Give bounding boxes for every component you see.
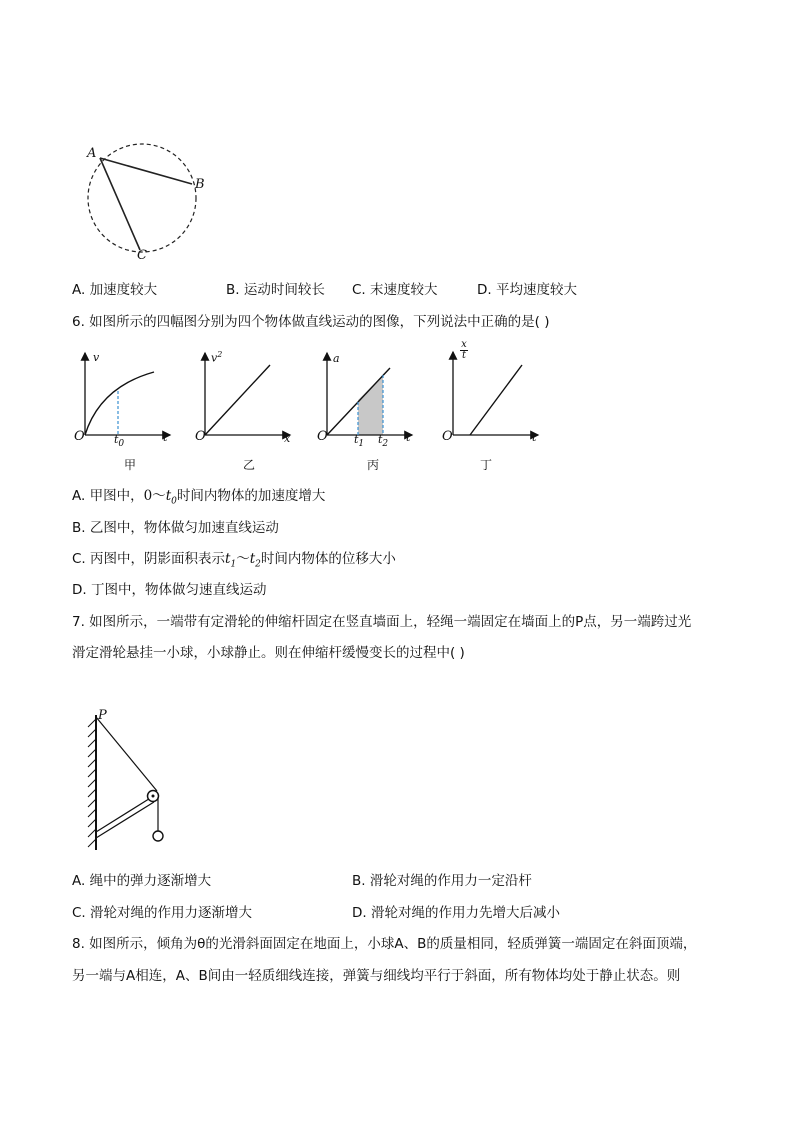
rope: [96, 717, 157, 791]
line: [205, 365, 270, 435]
jia-x-label: t: [163, 431, 168, 444]
bing-tick-t2: $t_2$: [378, 433, 389, 450]
q5-option-d[interactable]: D. 平均速度较大: [477, 282, 577, 298]
bing-caption: 丙: [367, 458, 380, 472]
curve: [85, 372, 154, 435]
rod-upper: [96, 797, 152, 832]
q6-option-d[interactable]: D. 丁图中，物体做匀速直线运动: [72, 582, 267, 598]
q5-circle-figure: [80, 140, 220, 270]
q7-option-a[interactable]: A. 绳中的弹力逐渐增大: [72, 873, 212, 889]
q5-label-a: A: [87, 146, 97, 161]
shaded-area: [358, 375, 383, 435]
yi-y-label: $v^2$: [211, 350, 223, 365]
q5-label-b: B: [195, 177, 205, 192]
yi-caption: 乙: [243, 458, 256, 472]
q6-option-b[interactable]: B. 乙图中，物体做匀加速直线运动: [72, 520, 279, 536]
q6-stem: 6. 如图所示的四幅图分别为四个物体做直线运动的图像，下列说法中正确的是( ): [72, 314, 550, 330]
wall-hatching: [88, 719, 96, 847]
q5-option-b[interactable]: B. 运动时间较长: [226, 282, 325, 298]
q8-stem-line1: 8. 如图所示，倾角为θ的光滑斜面固定在地面上，小球A、B的质量相同，轻质弹簧一端固定在斜面顶端，: [72, 936, 697, 952]
q6-option-c[interactable]: C. 丙图中，阴影面积表示$t_1\sim t_2$时间内物体的位移大小: [72, 551, 396, 570]
q6-option-a[interactable]: A. 甲图中，$0\sim t_0$时间内物体的加速度增大: [72, 488, 326, 507]
jia-y-label: v: [93, 351, 100, 364]
q7-label-p: P: [98, 708, 107, 723]
jia-tick-t0: $t_0$: [114, 433, 125, 450]
chord-ac: [100, 158, 140, 250]
jia-origin: O: [74, 429, 85, 444]
pulley-axle: [152, 795, 155, 798]
yi-origin: O: [195, 429, 206, 444]
bing-origin: O: [317, 429, 328, 444]
q5-label-c: C: [137, 248, 147, 263]
yi-x-label: x: [284, 432, 291, 445]
ding-x-label: t: [532, 431, 537, 444]
q7-stem-line2: 滑定滑轮悬挂一小球，小球静止。则在伸缩杆缓慢变长的过程中( ): [72, 645, 465, 661]
ding-caption: 丁: [480, 458, 493, 472]
q7-stem-line1: 7. 如图所示，一端带有定滑轮的伸缩杆固定在竖直墙面上，轻绳一端固定在墙面上的P点，另一端跨过光: [72, 614, 692, 630]
bing-tick-t1: $t_1$: [354, 433, 365, 450]
q5-option-a[interactable]: A. 加速度较大: [72, 282, 158, 298]
q7-option-b[interactable]: B. 滑轮对绳的作用力一定沿杆: [352, 873, 532, 889]
q5-option-c[interactable]: C. 末速度较大: [352, 282, 438, 298]
chord-ab: [100, 158, 192, 184]
q8-stem-line2: 另一端与A相连，A、B间由一轻质细线连接，弹簧与细线均平行于斜面，所有物体均处于静止状态。则: [72, 968, 681, 984]
ball: [153, 831, 163, 841]
q7-option-c[interactable]: C. 滑轮对绳的作用力逐渐增大: [72, 905, 253, 921]
rod-lower: [96, 802, 154, 838]
dashed-circle: [88, 144, 196, 252]
ding-y-label: x t: [461, 339, 467, 361]
bing-x-label: t: [406, 431, 411, 444]
jia-caption: 甲: [124, 458, 137, 472]
bing-y-label: a: [333, 352, 340, 365]
line: [470, 365, 522, 435]
ding-origin: O: [442, 429, 453, 444]
q7-pulley-figure: [80, 705, 180, 855]
q7-option-d[interactable]: D. 滑轮对绳的作用力先增大后减小: [352, 905, 560, 921]
